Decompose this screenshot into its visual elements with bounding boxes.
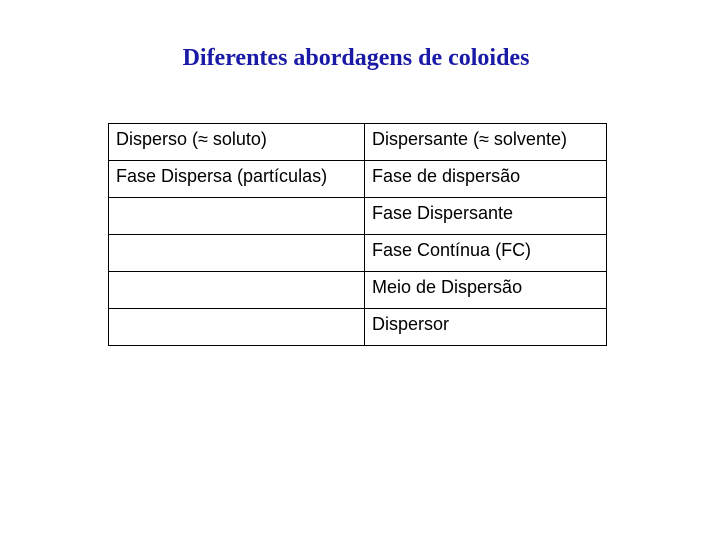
- table-cell: Fase Dispersante: [365, 198, 607, 235]
- slide-title: Diferentes abordagens de coloides: [182, 45, 530, 71]
- table-row: [109, 161, 607, 198]
- table-cell: [109, 309, 365, 346]
- header-cell-dispersante: Dispersante (≈ solvente): [365, 124, 607, 161]
- table-cell: [109, 235, 365, 272]
- table-cell: Meio de Dispersão: [365, 272, 607, 309]
- table-cell: [109, 272, 365, 309]
- table-row: [109, 309, 607, 346]
- table-cell: Fase Contínua (FC): [365, 235, 607, 272]
- table-cell: Fase de dispersão: [365, 161, 607, 198]
- table-row: [109, 272, 607, 309]
- table-cell: [109, 198, 365, 235]
- table-row: [109, 198, 607, 235]
- table-row: [109, 235, 607, 272]
- table-cell: Dispersor: [365, 309, 607, 346]
- colloid-terms-table: [108, 123, 607, 346]
- table-cell: Fase Dispersa (partículas): [109, 161, 365, 198]
- table-header-row: [109, 124, 607, 161]
- header-cell-disperso: Disperso (≈ soluto): [109, 124, 365, 161]
